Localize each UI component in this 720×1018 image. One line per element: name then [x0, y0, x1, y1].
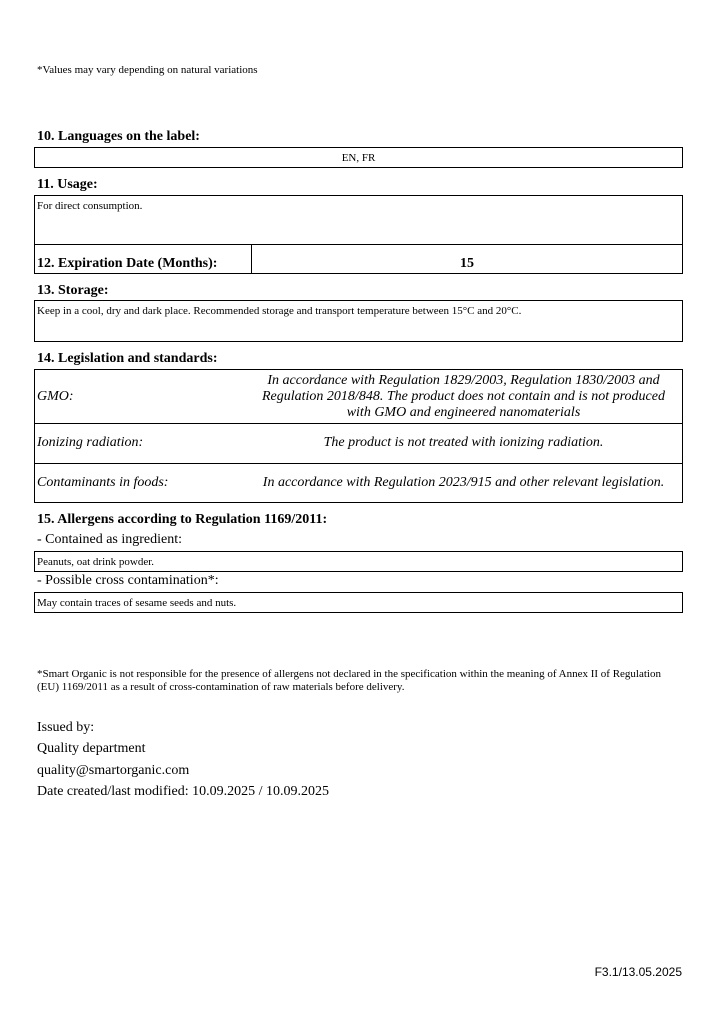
- issued-email: quality@smartorganic.com: [37, 763, 190, 778]
- values-note: *Values may vary depending on natural variations: [37, 64, 258, 76]
- cross-label: - Possible cross contamination*:: [37, 573, 219, 588]
- contaminants-value: In accordance with Regulation 2023/915 and other relevant legislation.: [262, 475, 665, 490]
- storage-box: [34, 300, 683, 342]
- issued-label: Issued by:: [37, 720, 95, 735]
- contaminants-label: Contaminants in foods:: [37, 475, 169, 490]
- contained-box: [34, 551, 683, 572]
- languages-value: EN, FR: [341, 152, 376, 164]
- usage-box: [34, 195, 683, 245]
- storage-value: Keep in a cool, dry and dark place. Recommended storage and transport temperature between 15°C and 20°C.: [37, 305, 522, 317]
- allergen-disclaimer: *Smart Organic is not responsible for the presence of allergens not declared in the specification within the meaning of Annex II of Regulation (EU) 1169/2011 as a result of cross-contamination of raw materials before delivery.: [37, 668, 661, 693]
- expiration-box: [34, 244, 683, 274]
- legislation-row-gmo: [35, 370, 682, 424]
- languages-heading: 10. Languages on the label:: [37, 129, 200, 144]
- expiration-value: 15: [460, 256, 474, 271]
- legislation-row-radiation: [35, 423, 682, 464]
- cross-value: May contain traces of sesame seeds and nuts.: [37, 597, 237, 609]
- legislation-row-contaminants: [35, 464, 682, 502]
- legislation-heading: 14. Legislation and standards:: [37, 351, 218, 366]
- contained-value: Peanuts, oat drink powder.: [37, 556, 155, 568]
- legislation-table: [34, 369, 683, 503]
- storage-heading: 13. Storage:: [37, 283, 109, 298]
- radiation-value: The product is not treated with ionizing radiation.: [323, 435, 604, 450]
- usage-value: For direct consumption.: [37, 200, 143, 212]
- allergens-heading: 15. Allergens according to Regulation 1169/2011:: [37, 512, 328, 527]
- issued-dates: Date created/last modified: 10.09.2025 / 10.09.2025: [37, 784, 329, 799]
- gmo-label: GMO:: [37, 389, 74, 404]
- contained-label: - Contained as ingredient:: [37, 532, 183, 547]
- form-code: F3.1/13.05.2025: [594, 965, 682, 979]
- usage-heading: 11. Usage:: [37, 177, 98, 192]
- gmo-value: In accordance with Regulation 1829/2003, Regulation 1830/2003 and Regulation 2018/848. The product does not contain and is not produced with GMO and engineered nanomaterials: [262, 373, 665, 420]
- radiation-label: Ionizing radiation:: [37, 435, 144, 450]
- cross-box: [34, 592, 683, 613]
- languages-box: [34, 147, 683, 168]
- issued-department: Quality department: [37, 741, 146, 756]
- expiration-label: 12. Expiration Date (Months):: [37, 256, 218, 271]
